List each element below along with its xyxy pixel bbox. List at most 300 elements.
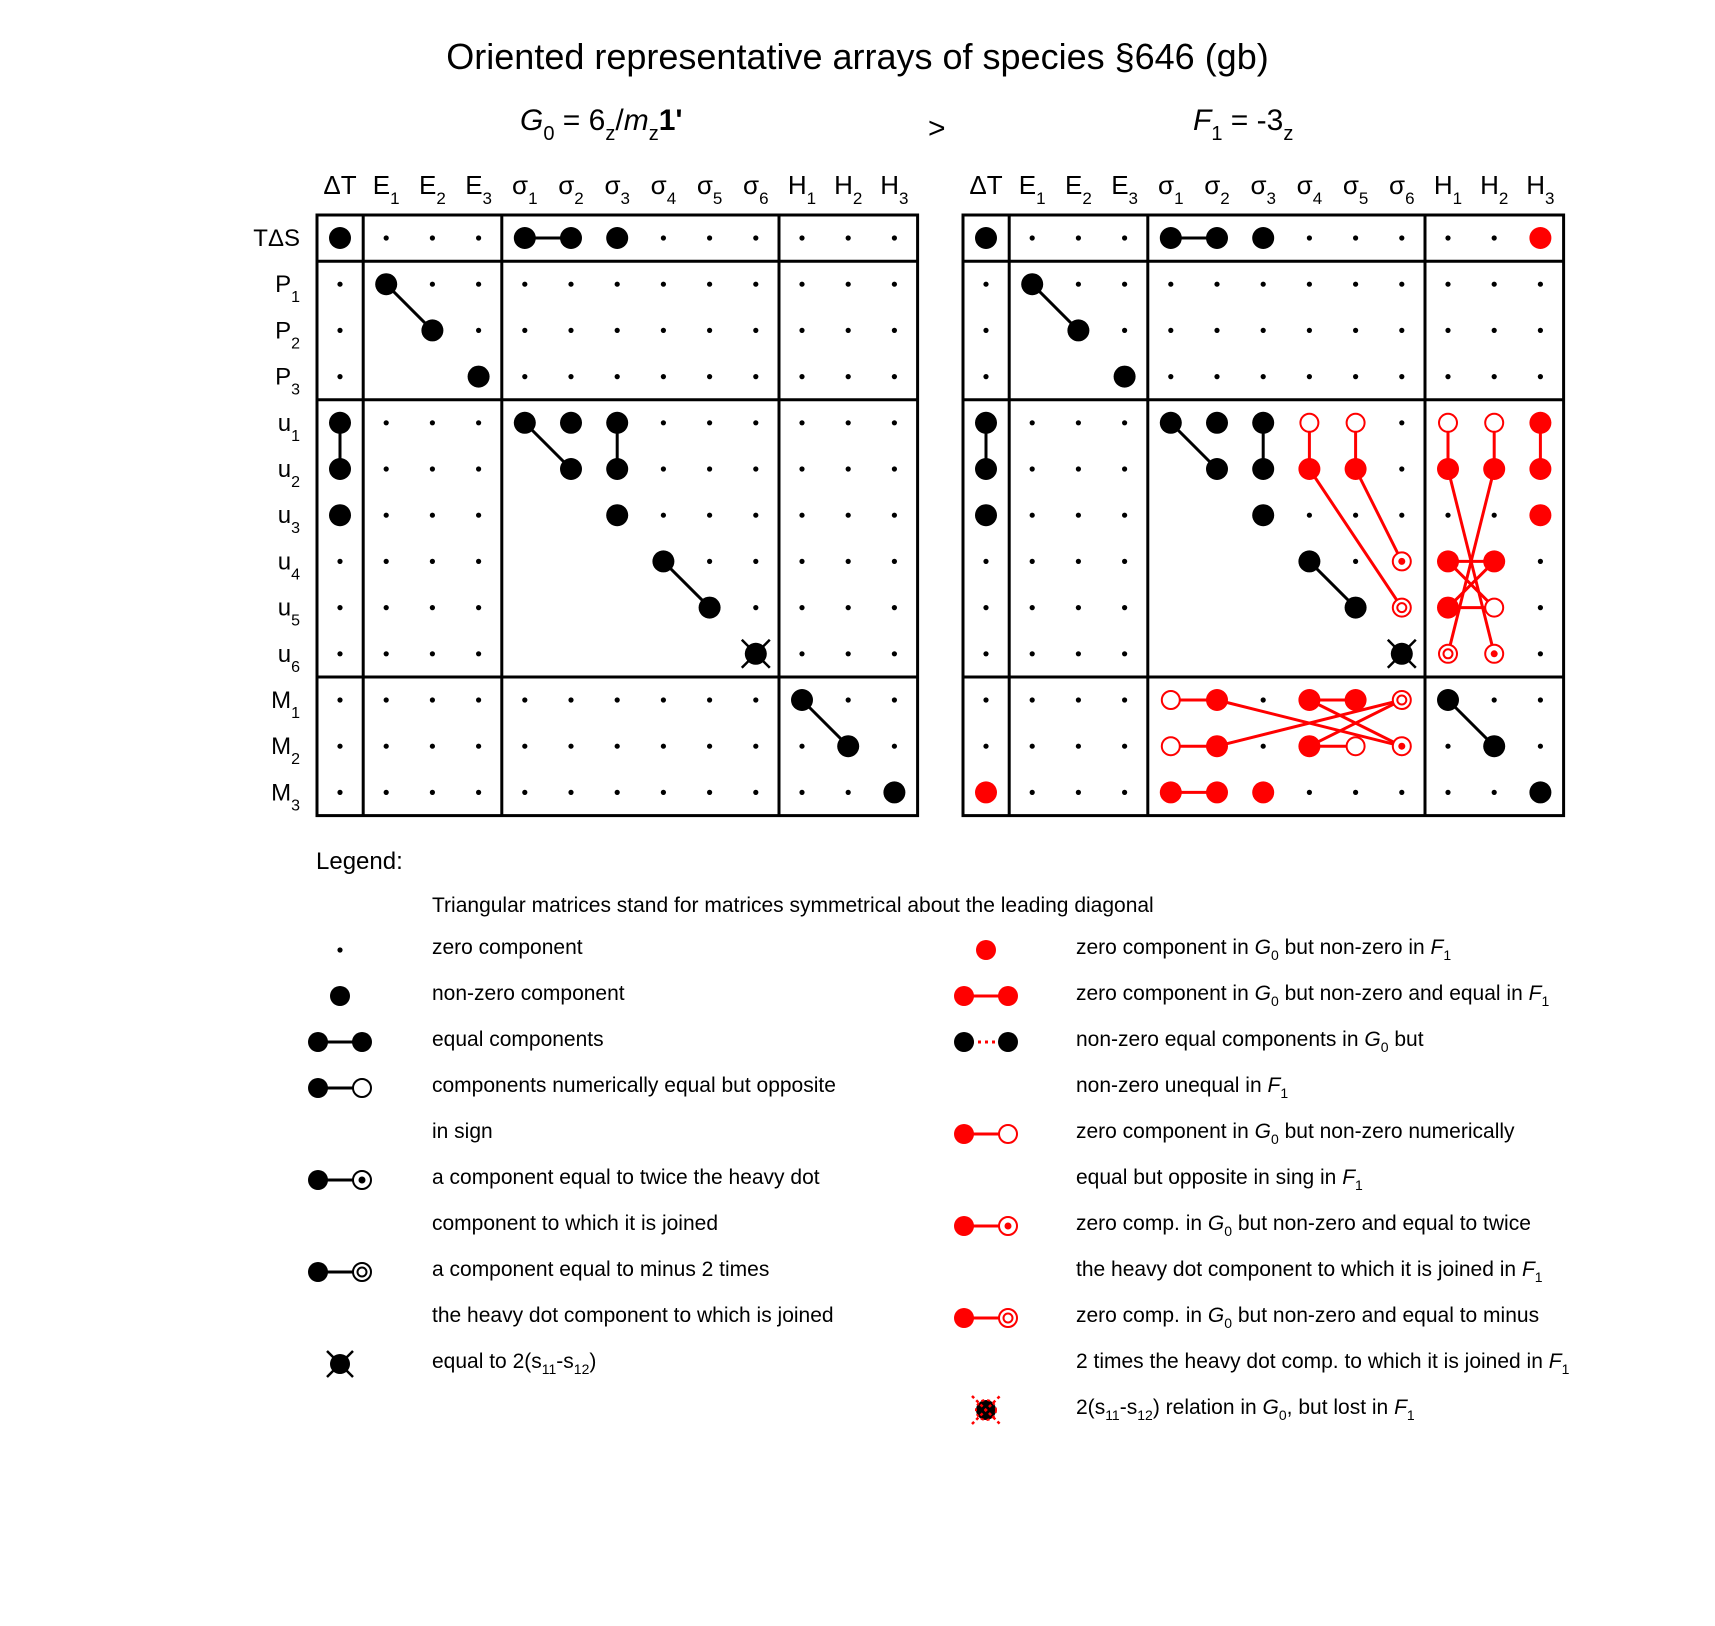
- zero-dot: [892, 651, 897, 656]
- row-header: $u_2$: [277, 456, 300, 491]
- zero-dot: [1122, 605, 1127, 610]
- zero-dot: [430, 651, 435, 656]
- component-marker: [1206, 735, 1228, 757]
- zero-dot: [476, 235, 481, 240]
- zero-dot: [753, 790, 758, 795]
- component-marker: [791, 689, 813, 711]
- legend-note: Triangular matrices stand for matrices symmetrical about the leading diagonal: [432, 894, 1154, 917]
- zero-dot: [1030, 605, 1035, 610]
- zero-dot: [983, 374, 988, 379]
- zero-dot: [983, 282, 988, 287]
- zero-dot: [799, 790, 804, 795]
- component-marker: [1160, 781, 1182, 803]
- row-header: $M_2$: [271, 733, 300, 769]
- component-marker: [883, 781, 905, 803]
- zero-dot: [1076, 790, 1081, 795]
- component-marker: [1345, 597, 1367, 619]
- zero-dot: [1538, 605, 1543, 610]
- group-subscript: 0: [543, 123, 555, 145]
- row-header: $P_2$: [275, 317, 300, 353]
- zero-dot: [1307, 513, 1312, 518]
- zero-dot: [337, 651, 342, 656]
- zero-dot: [568, 790, 573, 795]
- zero-dot: [1307, 374, 1312, 379]
- column-header: $\sigma_6$: [1389, 170, 1415, 208]
- zero-dot: [476, 420, 481, 425]
- zero-dot: [846, 466, 851, 471]
- zero-dot: [1399, 790, 1404, 795]
- zero-dot: [753, 744, 758, 749]
- component-marker: [1298, 550, 1320, 572]
- zero-dot: [753, 374, 758, 379]
- component-marker: [421, 319, 443, 341]
- zero-dot: [1122, 282, 1127, 287]
- zero-dot: [1445, 744, 1450, 749]
- zero-dot: [337, 605, 342, 610]
- zero-dot: [1492, 328, 1497, 333]
- zero-dot: [799, 513, 804, 518]
- zero-dot: [1261, 744, 1266, 749]
- column-header: $E_3$: [465, 170, 493, 208]
- legend-symbol-red-dot: [976, 940, 996, 960]
- component-marker: [514, 412, 536, 434]
- zero-dot: [846, 605, 851, 610]
- zero-dot: [983, 744, 988, 749]
- comparison-symbol: >: [928, 112, 946, 145]
- right-legend-text: equal but opposite in sing in $F_1$: [1076, 1166, 1363, 1193]
- left-legend-text: equal to $2(s_{11}-s_{12})$: [432, 1350, 597, 1377]
- slash: /: [615, 104, 624, 137]
- zero-dot: [1214, 328, 1219, 333]
- zero-dot: [892, 466, 897, 471]
- zero-dot: [1538, 559, 1543, 564]
- component-marker: [1160, 227, 1182, 249]
- component-marker: [1160, 412, 1182, 434]
- left-legend-text: non-zero component: [432, 982, 625, 1005]
- zero-dot: [1261, 282, 1266, 287]
- prime-one: 1': [658, 104, 683, 137]
- column-header: $\sigma_5$: [696, 170, 723, 208]
- legend-symbol-red-twice-pair: [954, 1216, 1017, 1236]
- zero-dot: [846, 328, 851, 333]
- zero-dot: [661, 328, 666, 333]
- zero-dot: [846, 559, 851, 564]
- zero-dot: [661, 790, 666, 795]
- column-header: $\sigma_4$: [1296, 170, 1323, 208]
- zero-dot: [1030, 744, 1035, 749]
- column-header: $E_1$: [1018, 170, 1046, 208]
- component-marker: [1439, 414, 1457, 432]
- legend-symbol-dot: [337, 947, 342, 952]
- zero-dot: [846, 374, 851, 379]
- legend-symbol-minus-twice-pair: [308, 1262, 371, 1282]
- right-legend-text: the heavy dot component to which it is joined in $F_1$: [1076, 1258, 1543, 1285]
- component-marker: [975, 458, 997, 480]
- component-marker: [1300, 414, 1318, 432]
- row-header: $M_3$: [271, 779, 300, 815]
- legend-symbol-twice-pair: [308, 1170, 371, 1190]
- zero-dot: [337, 328, 342, 333]
- component-marker: [699, 597, 721, 619]
- zero-dot: [1122, 744, 1127, 749]
- zero-dot: [1445, 374, 1450, 379]
- component-marker: [1206, 227, 1228, 249]
- group-subscript: 1: [1211, 123, 1223, 145]
- component-marker: [1021, 273, 1043, 295]
- zero-dot: [1307, 328, 1312, 333]
- zero-dot: [476, 605, 481, 610]
- zero-dot: [337, 744, 342, 749]
- zero-dot: [983, 697, 988, 702]
- zero-dot: [1076, 466, 1081, 471]
- component-link: [1309, 469, 1401, 608]
- zero-dot: [846, 697, 851, 702]
- legend-symbol-opposite-pair: [308, 1078, 371, 1098]
- component-marker: [1529, 412, 1551, 434]
- zero-dot: [1030, 790, 1035, 795]
- zero-dot: [799, 420, 804, 425]
- zero-dot: [615, 374, 620, 379]
- component-marker: [1529, 504, 1551, 526]
- zero-dot: [1538, 328, 1543, 333]
- zero-dot: [846, 282, 851, 287]
- component-marker: [1483, 735, 1505, 757]
- zero-dot: [1076, 697, 1081, 702]
- component-marker: [1252, 227, 1274, 249]
- axis-subscript: z: [1283, 123, 1294, 145]
- zero-dot: [476, 697, 481, 702]
- component-marker: [560, 458, 582, 480]
- legend-symbol-black-dotted-pair: [954, 1032, 1018, 1052]
- zero-dot: [661, 235, 666, 240]
- legend-symbol-heavy-dot: [330, 986, 350, 1006]
- zero-dot: [1399, 420, 1404, 425]
- zero-dot: [1030, 513, 1035, 518]
- zero-dot: [476, 513, 481, 518]
- legend-symbol-equal-pair: [308, 1032, 372, 1052]
- zero-dot: [1399, 374, 1404, 379]
- legend-symbol-red-equal-pair: [954, 986, 1018, 1006]
- zero-dot: [337, 282, 342, 287]
- zero-dot: [1353, 235, 1358, 240]
- axis-subscript: z: [648, 123, 659, 145]
- row-header: $P_3$: [275, 363, 300, 399]
- zero-dot: [476, 651, 481, 656]
- right-legend-text: zero comp. in $G_0$ but non-zero and equal to twice: [1076, 1212, 1531, 1239]
- left-legend-text: a component equal to minus 2 times: [432, 1258, 770, 1281]
- zero-dot: [1122, 697, 1127, 702]
- zero-dot: [707, 282, 712, 287]
- zero-dot: [661, 513, 666, 518]
- component-marker: [1206, 689, 1228, 711]
- column-header: $H_1$: [1433, 170, 1463, 208]
- zero-dot: [1214, 374, 1219, 379]
- zero-dot: [1353, 790, 1358, 795]
- zero-dot: [1168, 282, 1173, 287]
- component-marker: [1483, 550, 1505, 572]
- zero-dot: [337, 374, 342, 379]
- zero-dot: [1353, 328, 1358, 333]
- component-marker: [1485, 414, 1503, 432]
- column-header: $E_1$: [372, 170, 400, 208]
- left-legend-text: a component equal to twice the heavy dot: [432, 1166, 820, 1189]
- column-header: ΔT: [323, 170, 357, 200]
- zero-dot: [892, 605, 897, 610]
- zero-dot: [661, 420, 666, 425]
- left-legend-text: the heavy dot component to which is joined: [432, 1304, 834, 1327]
- group-symbol: F: [1193, 104, 1212, 137]
- zero-dot: [1122, 420, 1127, 425]
- zero-dot: [430, 282, 435, 287]
- zero-dot: [799, 282, 804, 287]
- component-marker: [1393, 737, 1411, 755]
- zero-dot: [1399, 282, 1404, 287]
- column-header: $H_2$: [1480, 170, 1509, 208]
- zero-dot: [476, 790, 481, 795]
- group-order: = -3: [1222, 104, 1284, 137]
- component-marker: [1437, 689, 1459, 711]
- zero-dot: [337, 697, 342, 702]
- zero-dot: [983, 605, 988, 610]
- zero-dot: [476, 466, 481, 471]
- zero-dot: [1122, 790, 1127, 795]
- zero-dot: [892, 559, 897, 564]
- column-header: $\sigma_5$: [1342, 170, 1369, 208]
- component-marker: [329, 504, 351, 526]
- left-legend-text: zero component: [432, 936, 583, 959]
- zero-dot: [1492, 374, 1497, 379]
- component-marker: [1162, 737, 1180, 755]
- zero-dot: [1307, 282, 1312, 287]
- component-marker: [1206, 781, 1228, 803]
- zero-dot: [384, 744, 389, 749]
- zero-dot: [615, 697, 620, 702]
- zero-dot: [707, 420, 712, 425]
- zero-dot: [1399, 466, 1404, 471]
- component-marker: [1437, 458, 1459, 480]
- zero-dot: [568, 328, 573, 333]
- zero-dot: [384, 466, 389, 471]
- zero-dot: [1353, 282, 1358, 287]
- zero-dot: [1030, 420, 1035, 425]
- component-marker: [1206, 412, 1228, 434]
- zero-dot: [476, 282, 481, 287]
- zero-dot: [1353, 559, 1358, 564]
- component-marker: [1529, 458, 1551, 480]
- zero-dot: [1261, 374, 1266, 379]
- component-marker: [560, 227, 582, 249]
- mirror-symbol: m: [623, 104, 649, 137]
- zero-dot: [384, 513, 389, 518]
- zero-dot: [430, 605, 435, 610]
- zero-dot: [1076, 513, 1081, 518]
- component-marker: [1439, 645, 1457, 663]
- component-marker: [560, 412, 582, 434]
- zero-dot: [430, 697, 435, 702]
- column-header: ΔT: [969, 170, 1003, 200]
- zero-dot: [1122, 651, 1127, 656]
- component-marker: [975, 781, 997, 803]
- right-legend-text: zero comp. in $G_0$ but non-zero and equal to minus: [1076, 1304, 1540, 1331]
- column-header: $\sigma_6$: [743, 170, 769, 208]
- zero-dot: [892, 420, 897, 425]
- component-marker: [1252, 504, 1274, 526]
- component-marker: [1347, 414, 1365, 432]
- row-header: $u_3$: [277, 502, 300, 538]
- zero-dot: [1492, 513, 1497, 518]
- zero-dot: [1122, 328, 1127, 333]
- zero-dot: [1399, 328, 1404, 333]
- row-header: TΔS: [253, 225, 300, 252]
- component-marker: [1345, 689, 1367, 711]
- component-marker: [606, 227, 628, 249]
- component-marker: [652, 550, 674, 572]
- row-header: $u_4$: [277, 548, 300, 584]
- right-legend-text: zero component in $G_0$ but non-zero in $F_1$: [1076, 936, 1452, 963]
- column-header: $\sigma_2$: [1204, 170, 1230, 208]
- zero-dot: [1353, 374, 1358, 379]
- group-order: = 6: [554, 104, 606, 137]
- component-marker: [1437, 550, 1459, 572]
- zero-dot: [707, 374, 712, 379]
- zero-dot: [476, 559, 481, 564]
- component-marker: [1162, 691, 1180, 709]
- zero-dot: [615, 282, 620, 287]
- zero-dot: [1214, 282, 1219, 287]
- column-header: $\sigma_3$: [604, 170, 630, 208]
- column-header: $\sigma_4$: [650, 170, 677, 208]
- component-marker: [1437, 597, 1459, 619]
- zero-dot: [1122, 235, 1127, 240]
- zero-dot: [1492, 282, 1497, 287]
- zero-dot: [661, 466, 666, 471]
- zero-dot: [615, 790, 620, 795]
- zero-dot: [661, 697, 666, 702]
- zero-dot: [1168, 328, 1173, 333]
- component-marker: [1388, 640, 1416, 668]
- component-marker: [1298, 458, 1320, 480]
- zero-dot: [430, 559, 435, 564]
- zero-dot: [615, 328, 620, 333]
- column-header: $\sigma_1$: [1158, 170, 1184, 208]
- zero-dot: [1030, 466, 1035, 471]
- zero-dot: [1076, 420, 1081, 425]
- zero-dot: [753, 559, 758, 564]
- zero-dot: [1353, 513, 1358, 518]
- right-legend-text: zero component in $G_0$ but non-zero numerically: [1076, 1120, 1515, 1147]
- zero-dot: [522, 374, 527, 379]
- left-legend-text: equal components: [432, 1028, 604, 1051]
- zero-dot: [522, 744, 527, 749]
- zero-dot: [753, 420, 758, 425]
- zero-dot: [846, 235, 851, 240]
- component-marker: [742, 640, 770, 668]
- zero-dot: [753, 466, 758, 471]
- zero-dot: [1122, 559, 1127, 564]
- zero-dot: [1538, 651, 1543, 656]
- zero-dot: [892, 744, 897, 749]
- component-marker: [1252, 458, 1274, 480]
- axis-subscript: z: [605, 123, 616, 145]
- zero-dot: [983, 559, 988, 564]
- zero-dot: [384, 559, 389, 564]
- zero-dot: [707, 559, 712, 564]
- zero-dot: [707, 744, 712, 749]
- column-header: $H_3$: [1526, 170, 1555, 208]
- zero-dot: [384, 605, 389, 610]
- zero-dot: [615, 744, 620, 749]
- zero-dot: [1122, 466, 1127, 471]
- right-legend-text: $2(s_{11}-s_{12})$ relation in $G_0$, but lost in $F_1$: [1076, 1396, 1415, 1423]
- zero-dot: [1538, 697, 1543, 702]
- component-marker: [606, 458, 628, 480]
- zero-dot: [846, 790, 851, 795]
- zero-dot: [661, 374, 666, 379]
- zero-dot: [430, 790, 435, 795]
- zero-dot: [1445, 235, 1450, 240]
- right-legend-text: 2 times the heavy dot comp. to which it is joined in $F_1$: [1076, 1350, 1570, 1377]
- zero-dot: [568, 374, 573, 379]
- zero-dot: [892, 235, 897, 240]
- component-marker: [1529, 781, 1551, 803]
- zero-dot: [707, 697, 712, 702]
- zero-dot: [1030, 697, 1035, 702]
- zero-dot: [892, 374, 897, 379]
- zero-dot: [1030, 651, 1035, 656]
- component-marker: [329, 227, 351, 249]
- column-header: $E_2$: [418, 170, 446, 208]
- zero-dot: [476, 328, 481, 333]
- zero-dot: [430, 513, 435, 518]
- zero-dot: [568, 697, 573, 702]
- zero-dot: [1261, 328, 1266, 333]
- column-header: $H_3$: [880, 170, 909, 208]
- zero-dot: [753, 282, 758, 287]
- column-header: $H_1$: [787, 170, 817, 208]
- row-header: $u_1$: [277, 409, 300, 445]
- zero-dot: [707, 235, 712, 240]
- left-legend-text: component to which it is joined: [432, 1212, 718, 1235]
- zero-dot: [1538, 374, 1543, 379]
- component-marker: [1485, 645, 1503, 663]
- group-symbol: G: [520, 104, 544, 137]
- zero-dot: [568, 744, 573, 749]
- zero-dot: [430, 466, 435, 471]
- component-marker: [1067, 319, 1089, 341]
- zero-dot: [337, 559, 342, 564]
- zero-dot: [1076, 605, 1081, 610]
- zero-dot: [430, 420, 435, 425]
- component-marker: [1206, 458, 1228, 480]
- zero-dot: [799, 559, 804, 564]
- component-marker: [1347, 737, 1365, 755]
- zero-dot: [1261, 697, 1266, 702]
- zero-dot: [753, 605, 758, 610]
- legend-symbol-red-opposite-pair: [954, 1124, 1017, 1144]
- zero-dot: [753, 513, 758, 518]
- zero-dot: [1122, 513, 1127, 518]
- component-marker: [1393, 552, 1411, 570]
- component-marker: [1393, 599, 1411, 617]
- component-marker: [1114, 366, 1136, 388]
- component-marker: [1298, 689, 1320, 711]
- column-header: $\sigma_3$: [1250, 170, 1276, 208]
- zero-dot: [430, 744, 435, 749]
- component-marker: [514, 227, 536, 249]
- column-header: $E_2$: [1064, 170, 1092, 208]
- zero-dot: [522, 790, 527, 795]
- zero-dot: [1445, 282, 1450, 287]
